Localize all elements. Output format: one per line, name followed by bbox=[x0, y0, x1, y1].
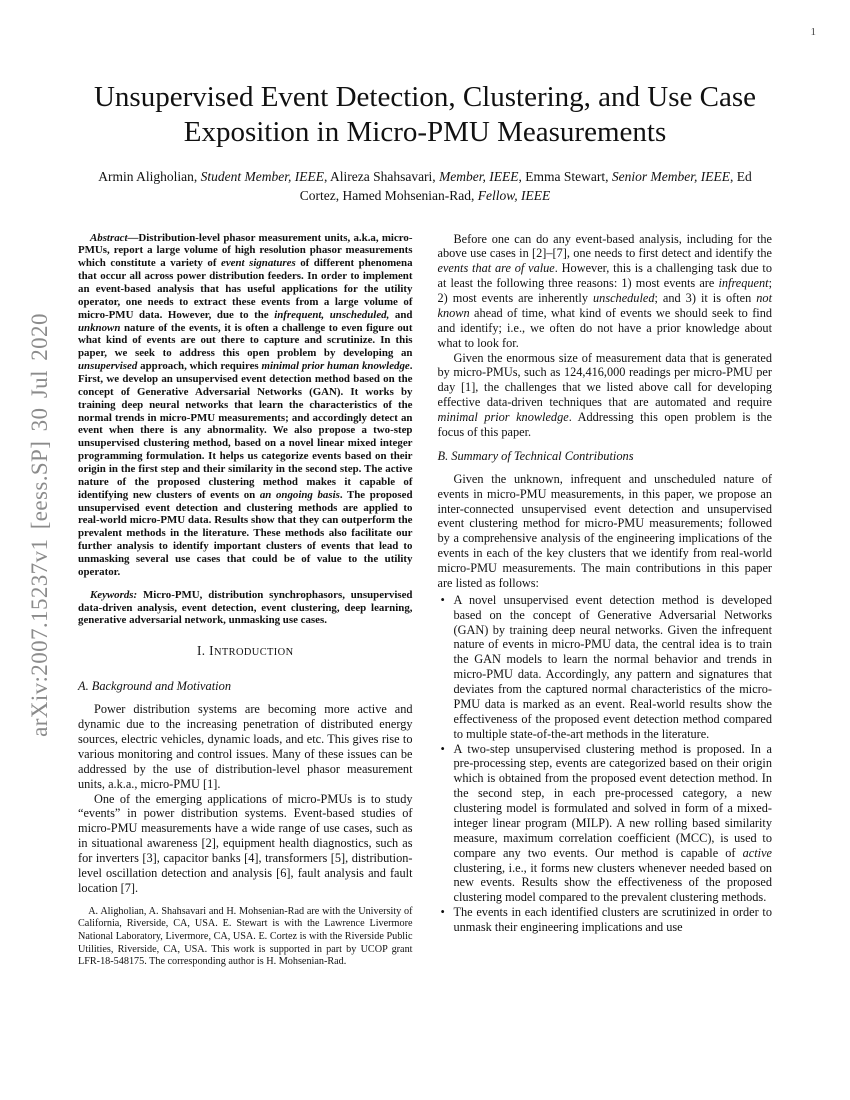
paragraph: One of the emerging applications of micro-PMUs is to study “events” in power distribution systems. Event-based studies of micro-PMU measurements have a wide range of use cases, such as in situational awareness [2], equipment health diagnostics, such as for inverters [3], capacitor banks [4], transformers [5], distribution-level oscillation detection and analysis [6], fault analysis and fault location [7]. bbox=[78, 791, 413, 895]
subsection-heading-background: A. Background and Motivation bbox=[78, 679, 232, 694]
keywords-paragraph: Keywords: Micro-PMU, distribution synchrophasors, unsupervised data-driven analysis, event detection, event clustering, deep learning, generative adversarial network, unmasking use cases. bbox=[78, 588, 413, 627]
bullet-icon: • bbox=[440, 741, 445, 756]
abstract-paragraph: Abstract—Distribution-level phasor measurement units, a.k.a, micro-PMUs, report a large volume of high resolution phasor measurements which constitute a variety of event signatures of different phenomena that occur all across power distribution feeders. In order to implement an event-based analysis that has useful applications for the utility operator, one needs to extract these events from a large volume of micro-PMU data. However, due to the infrequent, unscheduled, and unknown nature of the events, it is often a challenge to even figure out what kind of events are out there to capture and scrutinize. In this paper, we seek to address this open problem by developing an unsupervised approach, which requires minimal prior human knowledge. First, we develop an unsupervised event detection method based on the concept of Generative Adversarial Networks (GAN). It works by training deep neural networks that learn the characteristics of the normal trends in micro-PMU measurements; and accordingly detect an event when there is any abnormality. We also propose a two-step unsupervised clustering method, based on a novel linear mixed integer programming formulation. It helps us categorize events based on their origin in the first step and their similarity in the second step. The active nature of the proposed clustering method makes it capable of identifying new clusters of events on an ongoing basis. The proposed unsupervised event detection and clustering methods are applied to real-world micro-PMU data. Results show that they can outperform the prevalent methods in the literature. These methods also facilitate our further analysis to identify important clusters of events that lead to unmasking several use cases that could be of value to the utility operator. bbox=[78, 231, 413, 578]
arxiv-watermark: arXiv:2007.15237v1 [eess.SP] 30 Jul 2020 bbox=[27, 313, 52, 737]
list-item-text: A two-step unsupervised clustering method is proposed. In a pre-processing step, events are categorized based on their origin which is obtained from the proposed event detection method. In the second step, in each pre-processed category, a new clustering model is formulated and solved in form of a mixed-integer linear program (MILP). A new rolling based similarity measure, maximum correlation coefficient (MCC), is used to compare any two events. Our method is capable of active clustering, i.e., it forms new clusters whenever needed based on new events. Results show the effectiveness of the proposed clustering model compared to the prevalent clustering methods. bbox=[453, 741, 772, 905]
contribution-list bbox=[441, 593, 773, 935]
author-line: Armin Aligholian, Student Member, IEEE, Alireza Shahsavari, Member, IEEE, Emma Stewart, Senior Member, IEEE, Ed Cortez, Hamed Mohsenian-Rad, Fellow, IEEE bbox=[98, 168, 752, 203]
list-item-text: A novel unsupervised event detection method is developed based on the concept of Generative Adversarial Networks (GAN) by training deep neural networks. Given the infrequent nature of events in micro-PMU data, the central idea is to train the GAN models to learn the normal behavior and trends in micro-PMU data. Accordingly, any pattern and signatures that deviates from the captured normal characteristics of the micro-PMU data is marked as an event. Real-world results show the effectiveness of the proposed event detection method compared to multiple state-of-the-art methods in the literature. bbox=[453, 592, 772, 741]
section-heading-introduction: I. INTRODUCTION bbox=[196, 643, 294, 659]
paragraph: Given the enormous size of measurement data that is generated by micro-PMUs, such as 124,416,000 readings per micro-PMU per day [1], the challenges that we listed above call for developing effective data-driven techniques that are automated and require minimal prior knowledge. Addressing this open problem is the focus of this paper. bbox=[437, 350, 772, 439]
subsection-heading-contributions: B. Summary of Technical Contributions bbox=[437, 448, 634, 463]
page-number: 1 bbox=[810, 26, 816, 38]
paper-title: Unsupervised Event Detection, Clustering, and Use Case Exposition in Micro-PMU Measurements bbox=[93, 81, 756, 149]
list-item bbox=[441, 742, 773, 906]
bullet-icon: • bbox=[440, 592, 445, 607]
two-column-body bbox=[78, 232, 772, 969]
bullet-icon: • bbox=[440, 905, 445, 920]
paragraph: Before one can do any event-based analysis, including for the above use cases in [2]–[7], one needs to first detect and identify the events that are of value. However, this is a challenging task due to at least the following three reasons: 1) most events are infrequent; 2) most events are inherently unscheduled; and 3) it is often not known ahead of time, what kind of events we should seek to find and identify; i.e., we often do not have a prior knowledge about what to look for. bbox=[437, 231, 772, 350]
title-block bbox=[78, 80, 772, 206]
list-item bbox=[441, 905, 773, 935]
paragraph: Given the unknown, infrequent and unscheduled nature of events in micro-PMU measurements, in this paper, we propose an inter-connected unsupervised event detection and unsupervised event clustering method for micro-PMU measurements; followed by a comprehensive analysis of the engineering implications of the events in each of the key clusters that we identify from real-world micro-PMU measurements. The main contributions in this paper are listed as follows: bbox=[437, 471, 772, 590]
left-column bbox=[78, 232, 413, 969]
right-column bbox=[438, 232, 773, 969]
paragraph: Power distribution systems are becoming more active and dynamic due to the increasing penetration of distributed energy sources, electric vehicles, dynamic loads, and etc. This gives rise to various monitoring and control issues. Many of these issues can be addressed by the use of distribution-level phasor measurement units, a.k.a., micro-PMU [1]. bbox=[78, 702, 413, 791]
list-item bbox=[441, 593, 773, 742]
list-item-text: The events in each identified clusters are scrutinized in order to unmask their engineering implications and use bbox=[453, 905, 772, 935]
author-affiliation-footnote: A. Aligholian, A. Shahsavari and H. Mohsenian-Rad are with the University of California, Riverside, CA, USA. E. Stewart is with the Lawrence Livermore National Laboratory, Livermore, CA, USA. E. Cortez is with the Riverside Public Utilities, Riverside, CA, USA. This work is supported in part by UCOP grant LFR-18-548175. The corresponding author is H. Mohsenian-Rad. bbox=[78, 905, 413, 968]
